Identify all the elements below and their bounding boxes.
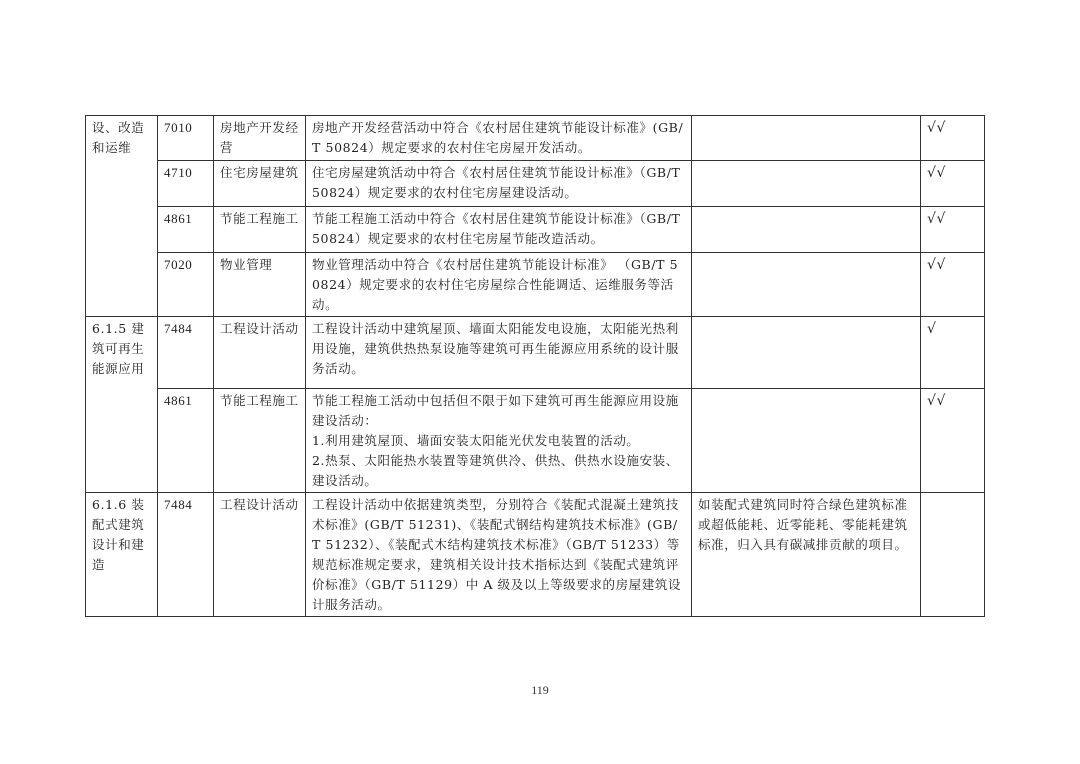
- activity-description: 节能工程施工活动中符合《农村居住建筑节能设计标准》（GB/T 50824）规定要求的农村住宅房屋节能改造活动。: [306, 207, 692, 253]
- category-cell: 设、改造和运维: [86, 116, 158, 317]
- industry-code: 4861: [158, 389, 214, 493]
- industry-name: 节能工程施工: [214, 207, 306, 253]
- standards-table: [85, 115, 985, 617]
- check-mark: √√: [921, 207, 985, 253]
- note-cell: [692, 207, 921, 253]
- table-row: [86, 207, 985, 253]
- note-cell: [692, 253, 921, 317]
- table-row: [86, 317, 985, 389]
- note-cell: [692, 389, 921, 493]
- table-row: [86, 253, 985, 317]
- industry-code: 7484: [158, 493, 214, 617]
- table-row: [86, 116, 985, 161]
- page-number: 119: [531, 683, 549, 697]
- category-cell: 6.1.6 装配式建筑设计和建造: [86, 493, 158, 617]
- category-cell: 6.1.5 建筑可再生能源应用: [86, 317, 158, 493]
- table-row: [86, 161, 985, 207]
- description-line: 1.利用建筑屋顶、墙面安装太阳能光伏发电装置的活动。: [312, 433, 640, 448]
- activity-description: 物业管理活动中符合《农村居住建筑节能设计标准》 （GB/T 50824）规定要求的农村住宅房屋综合性能调适、运维服务等活动。: [306, 253, 692, 317]
- industry-name: 工程设计活动: [214, 493, 306, 617]
- description-line: 节能工程施工活动中包括但不限于如下建筑可再生能源应用设施建设活动：: [312, 393, 679, 428]
- industry-code: 4710: [158, 161, 214, 207]
- industry-code: 4861: [158, 207, 214, 253]
- activity-description: 住宅房屋建筑活动中符合《农村居住建筑节能设计标准》（GB/T 50824）规定要求的农村住宅房屋建设活动。: [306, 161, 692, 207]
- description-line: 2.热泵、太阳能热水装置等建筑供冷、供热、供热水设施安装、建设活动。: [312, 453, 679, 488]
- activity-description: 工程设计活动中建筑屋顶、墙面太阳能发电设施，太阳能光热利用设施，建筑供热热泵设施等建筑可再生能源应用系统的设计服务活动。: [306, 317, 692, 389]
- industry-name: 工程设计活动: [214, 317, 306, 389]
- check-mark: √√: [921, 253, 985, 317]
- check-mark: [921, 493, 985, 617]
- industry-name: 住宅房屋建筑: [214, 161, 306, 207]
- industry-name: 物业管理: [214, 253, 306, 317]
- note-cell: [692, 161, 921, 207]
- industry-code: 7010: [158, 116, 214, 161]
- table-row: [86, 389, 985, 493]
- note-cell: [692, 116, 921, 161]
- activity-description: 工程设计活动中依据建筑类型，分别符合《装配式混凝土建筑技术标准》(GB/T 51231)、《装配式钢结构建筑技术标准》(GB/T 51232）、《装配式木结构建筑技术标准》（GB/T 51233）等规范标准规定要求，建筑相关设计技术指标达到《装配式建筑评价标准》（GB/T 51129）中 A 级及以上等级要求的房屋建筑设计服务活动。: [306, 493, 692, 617]
- check-mark: √: [921, 317, 985, 389]
- industry-code: 7484: [158, 317, 214, 389]
- note-cell: 如装配式建筑同时符合绿色建筑标准或超低能耗、近零能耗、零能耗建筑标准，归入具有碳减排贡献的项目。: [692, 493, 921, 617]
- activity-description: 房地产开发经营活动中符合《农村居住建筑节能设计标准》(GB/T 50824）规定要求的农村住宅房屋开发活动。: [306, 116, 692, 161]
- check-mark: √√: [921, 161, 985, 207]
- check-mark: √√: [921, 116, 985, 161]
- industry-code: 7020: [158, 253, 214, 317]
- table-row: [86, 493, 985, 617]
- industry-name: 房地产开发经营: [214, 116, 306, 161]
- activity-description: [306, 389, 692, 493]
- note-cell: [692, 317, 921, 389]
- industry-name: 节能工程施工: [214, 389, 306, 493]
- check-mark: √√: [921, 389, 985, 493]
